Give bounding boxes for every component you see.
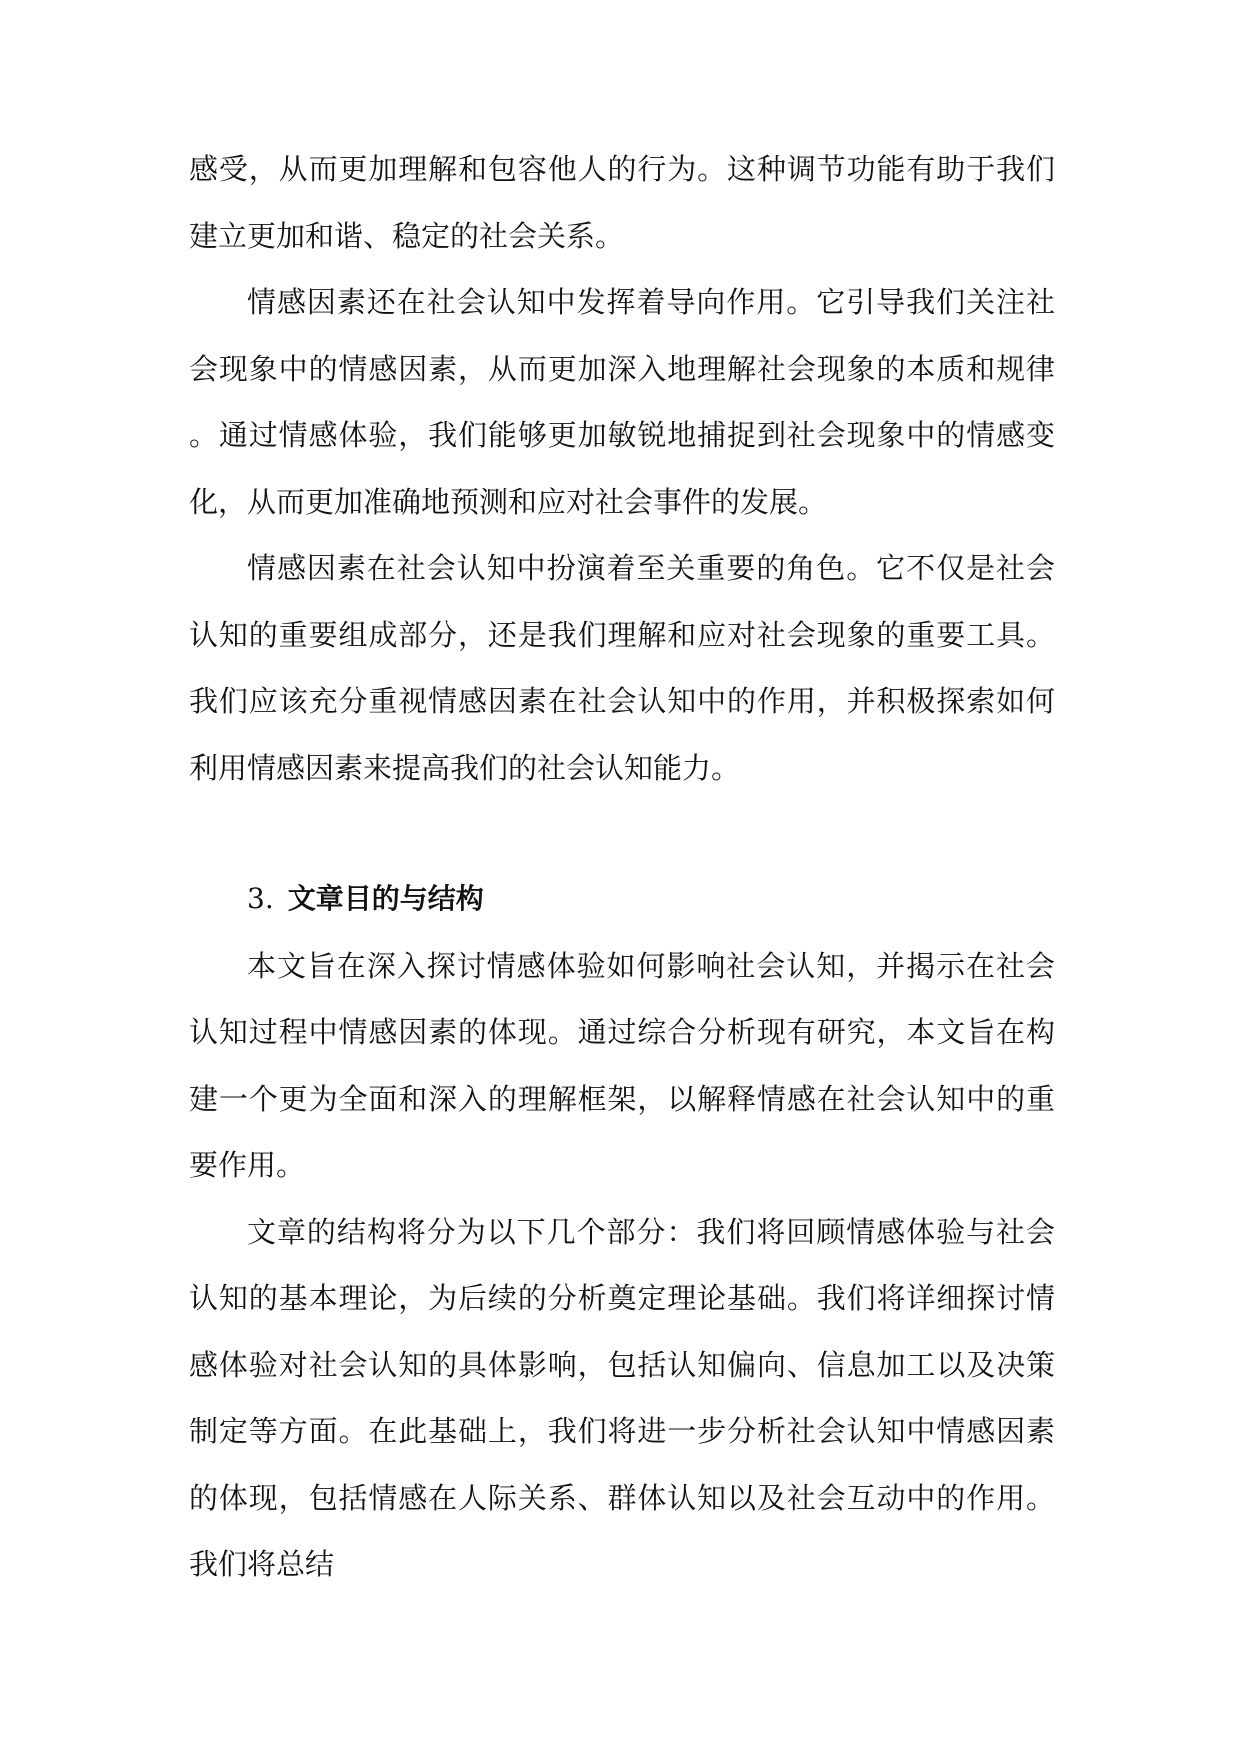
paragraph-continuation: 感受，从而更加理解和包容他人的行为。这种调节功能有助于我们建立更加和谐、稳定的社会关系。 <box>189 152 1055 253</box>
paragraph-structure: 文章的结构将分为以下几个部分：我们将回顾情感体验与社会认知的基本理论，为后续的分析奠定理论基础。我们将详细探讨情感体验对社会认知的具体影响，包括认知偏向、信息加工以及决策制定等方面。在此基础上，我们将进一步分析社会认知中情感因素的体现，包括情感在人际关系、群体认知以及社会互动中的作用。我们将总结 <box>189 1214 1055 1581</box>
paragraph-key-role: 情感因素在社会认知中扮演着至关重要的角色。它不仅是社会认知的重要组成部分，还是我们理解和应对社会现象的重要工具。我们应该充分重视情感因素在社会认知中的作用，并积极探索如何利用情感因素来提高我们的社会认知能力。 <box>189 551 1055 785</box>
section-number: 3. <box>247 882 274 915</box>
document-body <box>189 136 1055 1598</box>
section-title: 文章目的与结构 <box>287 882 484 915</box>
paragraph-purpose: 本文旨在深入探讨情感体验如何影响社会认知，并揭示在社会认知过程中情感因素的体现。通过综合分析现有研究，本文旨在构建一个更为全面和深入的理解框架，以解释情感在社会认知中的重要作用。 <box>189 948 1055 1182</box>
section-heading <box>189 866 1055 933</box>
paragraph-guiding-role: 情感因素还在社会认知中发挥着导向作用。它引导我们关注社会现象中的情感因素，从而更加深入地理解社会现象的本质和规律。通过情感体验，我们能够更加敏锐地捕捉到社会现象中的情感变化，从而更加准确地预测和应对社会事件的发展。 <box>189 285 1055 519</box>
